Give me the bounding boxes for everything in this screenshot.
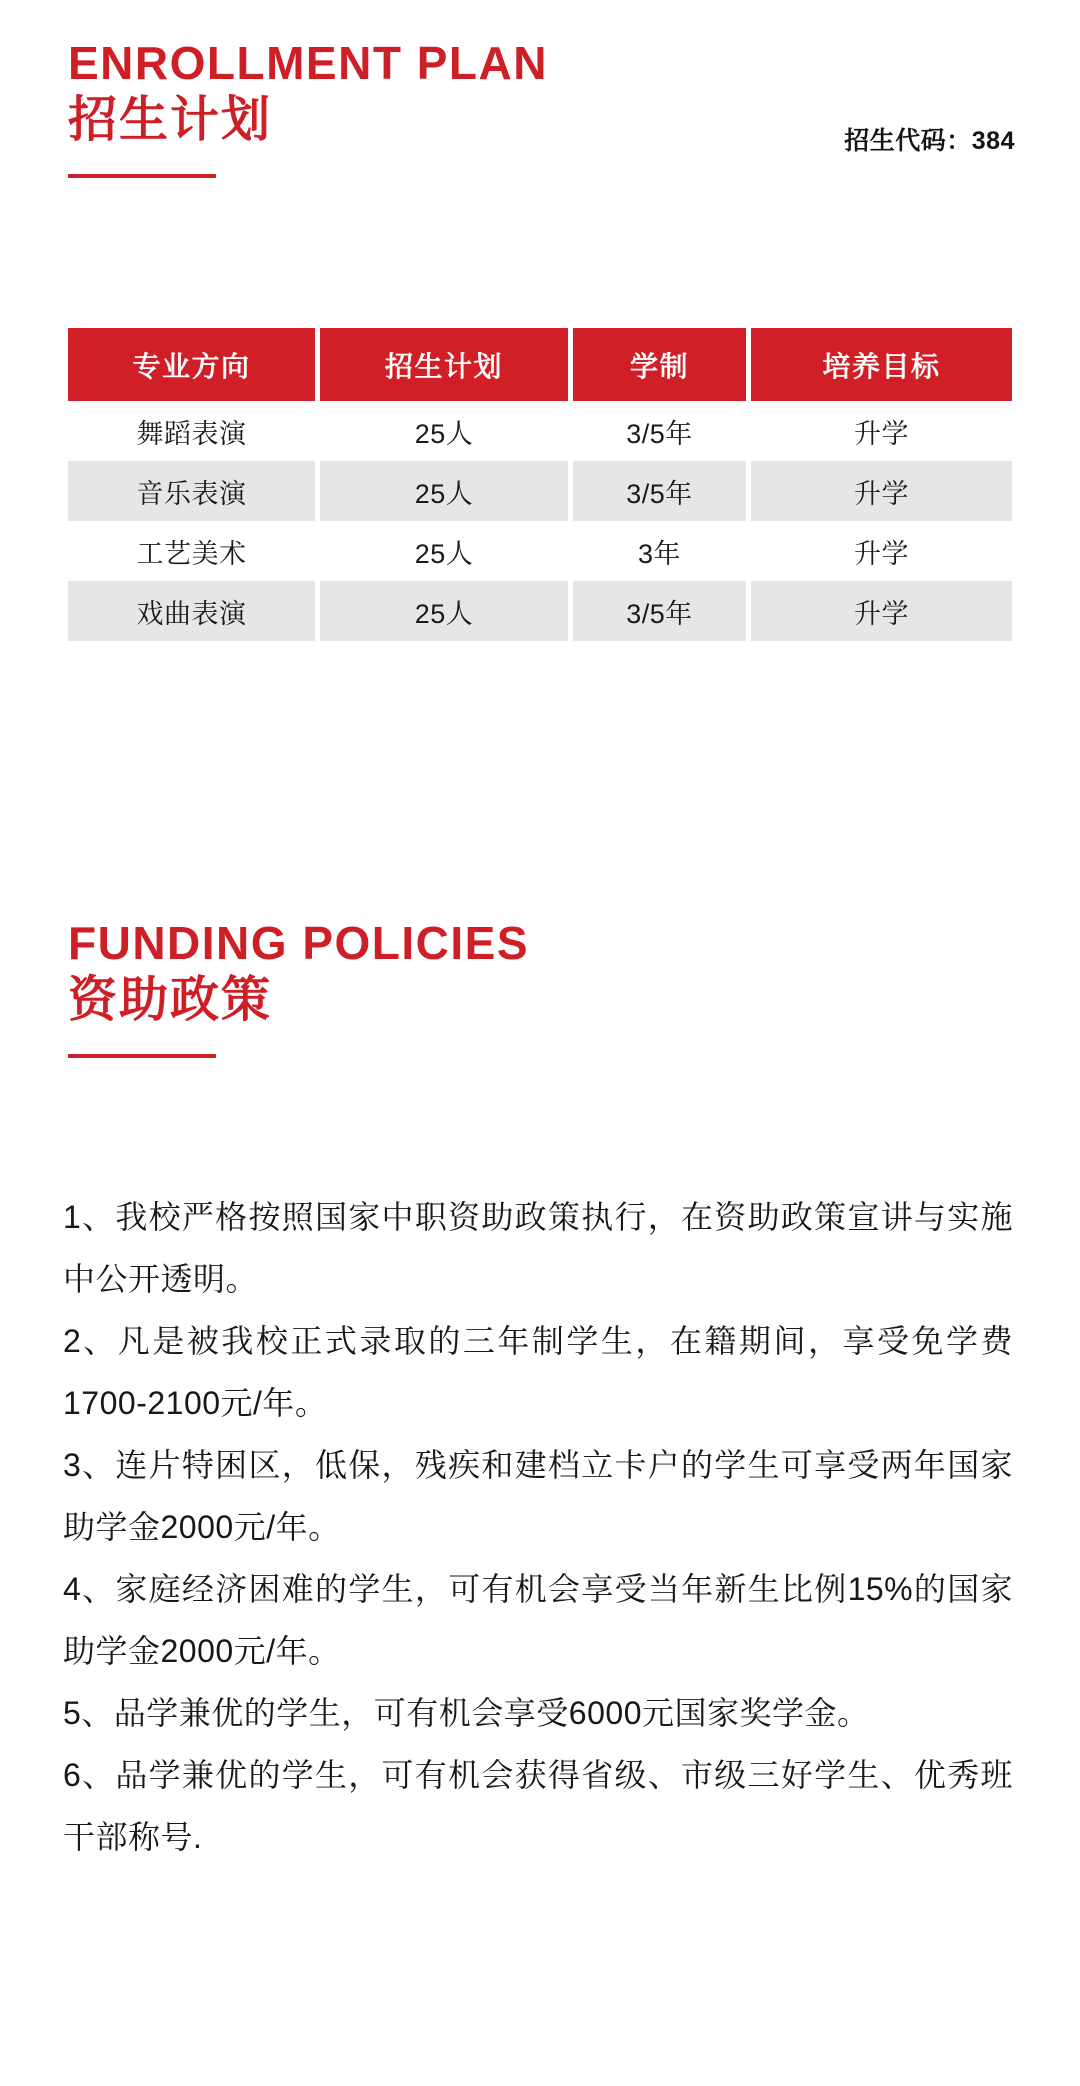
policy-item: 4、家庭经济困难的学生，可有机会享受当年新生比例15%的国家助学金2000元/年。: [63, 1571, 1013, 1669]
cell-quota: 25人: [320, 461, 573, 521]
policy-item: 1、我校严格按照国家中职资助政策执行，在资助政策宣讲与实施中公开透明。: [63, 1199, 1013, 1297]
cell-goal: 升学: [751, 581, 1012, 641]
table-body: [68, 401, 1012, 641]
table-row: [68, 401, 1012, 461]
cell-major: 戏曲表演: [68, 581, 320, 641]
cell-quota: 25人: [320, 401, 573, 461]
table-header-row-group: [68, 328, 1012, 401]
table-row: [68, 521, 1012, 581]
cell-major: 舞蹈表演: [68, 401, 320, 461]
enrollment-title-english: ENROLLMENT PLAN: [68, 37, 548, 89]
enrollment-plan-table: [68, 328, 1012, 641]
cell-major: 音乐表演: [68, 461, 320, 521]
cell-quota: 25人: [320, 581, 573, 641]
policy-item: 2、凡是被我校正式录取的三年制学生，在籍期间，享受免学费1700-2100元/年。: [63, 1323, 1013, 1421]
cell-quota: 25人: [320, 521, 573, 581]
enrollment-section-header: [68, 37, 548, 178]
cell-major: 工艺美术: [68, 521, 320, 581]
policy-item: 5、品学兼优的学生，可有机会享受6000元国家奖学金。: [63, 1695, 870, 1731]
funding-title-english: FUNDING POLICIES: [68, 917, 530, 969]
column-header-duration: 学制: [573, 328, 751, 401]
column-header-goal: 培养目标: [751, 328, 1012, 401]
policy-item: 6、品学兼优的学生，可有机会获得省级、市级三好学生、优秀班干部称号.: [63, 1757, 1013, 1855]
funding-title-chinese: 资助政策: [68, 973, 273, 1027]
cell-goal: 升学: [751, 461, 1012, 521]
column-header-quota: 招生计划: [320, 328, 573, 401]
table-row: [68, 581, 1012, 641]
table-row: [68, 461, 1012, 521]
table-header-row: [68, 328, 1012, 401]
cell-duration: 3/5年: [573, 581, 751, 641]
enrollment-title-underline: [68, 174, 216, 178]
funding-policy-list: [63, 1186, 1013, 1868]
funding-section-header: [68, 917, 530, 1058]
funding-title-underline: [68, 1054, 216, 1058]
cell-duration: 3/5年: [573, 461, 751, 521]
enrollment-code-label: 招生代码：384: [844, 127, 1015, 155]
policy-item: 3、连片特困区，低保，残疾和建档立卡户的学生可享受两年国家助学金2000元/年。: [63, 1447, 1013, 1545]
cell-duration: 3年: [573, 521, 751, 581]
cell-goal: 升学: [751, 521, 1012, 581]
cell-goal: 升学: [751, 401, 1012, 461]
cell-duration: 3/5年: [573, 401, 751, 461]
enrollment-title-chinese: 招生计划: [68, 93, 273, 147]
column-header-major: 专业方向: [68, 328, 320, 401]
